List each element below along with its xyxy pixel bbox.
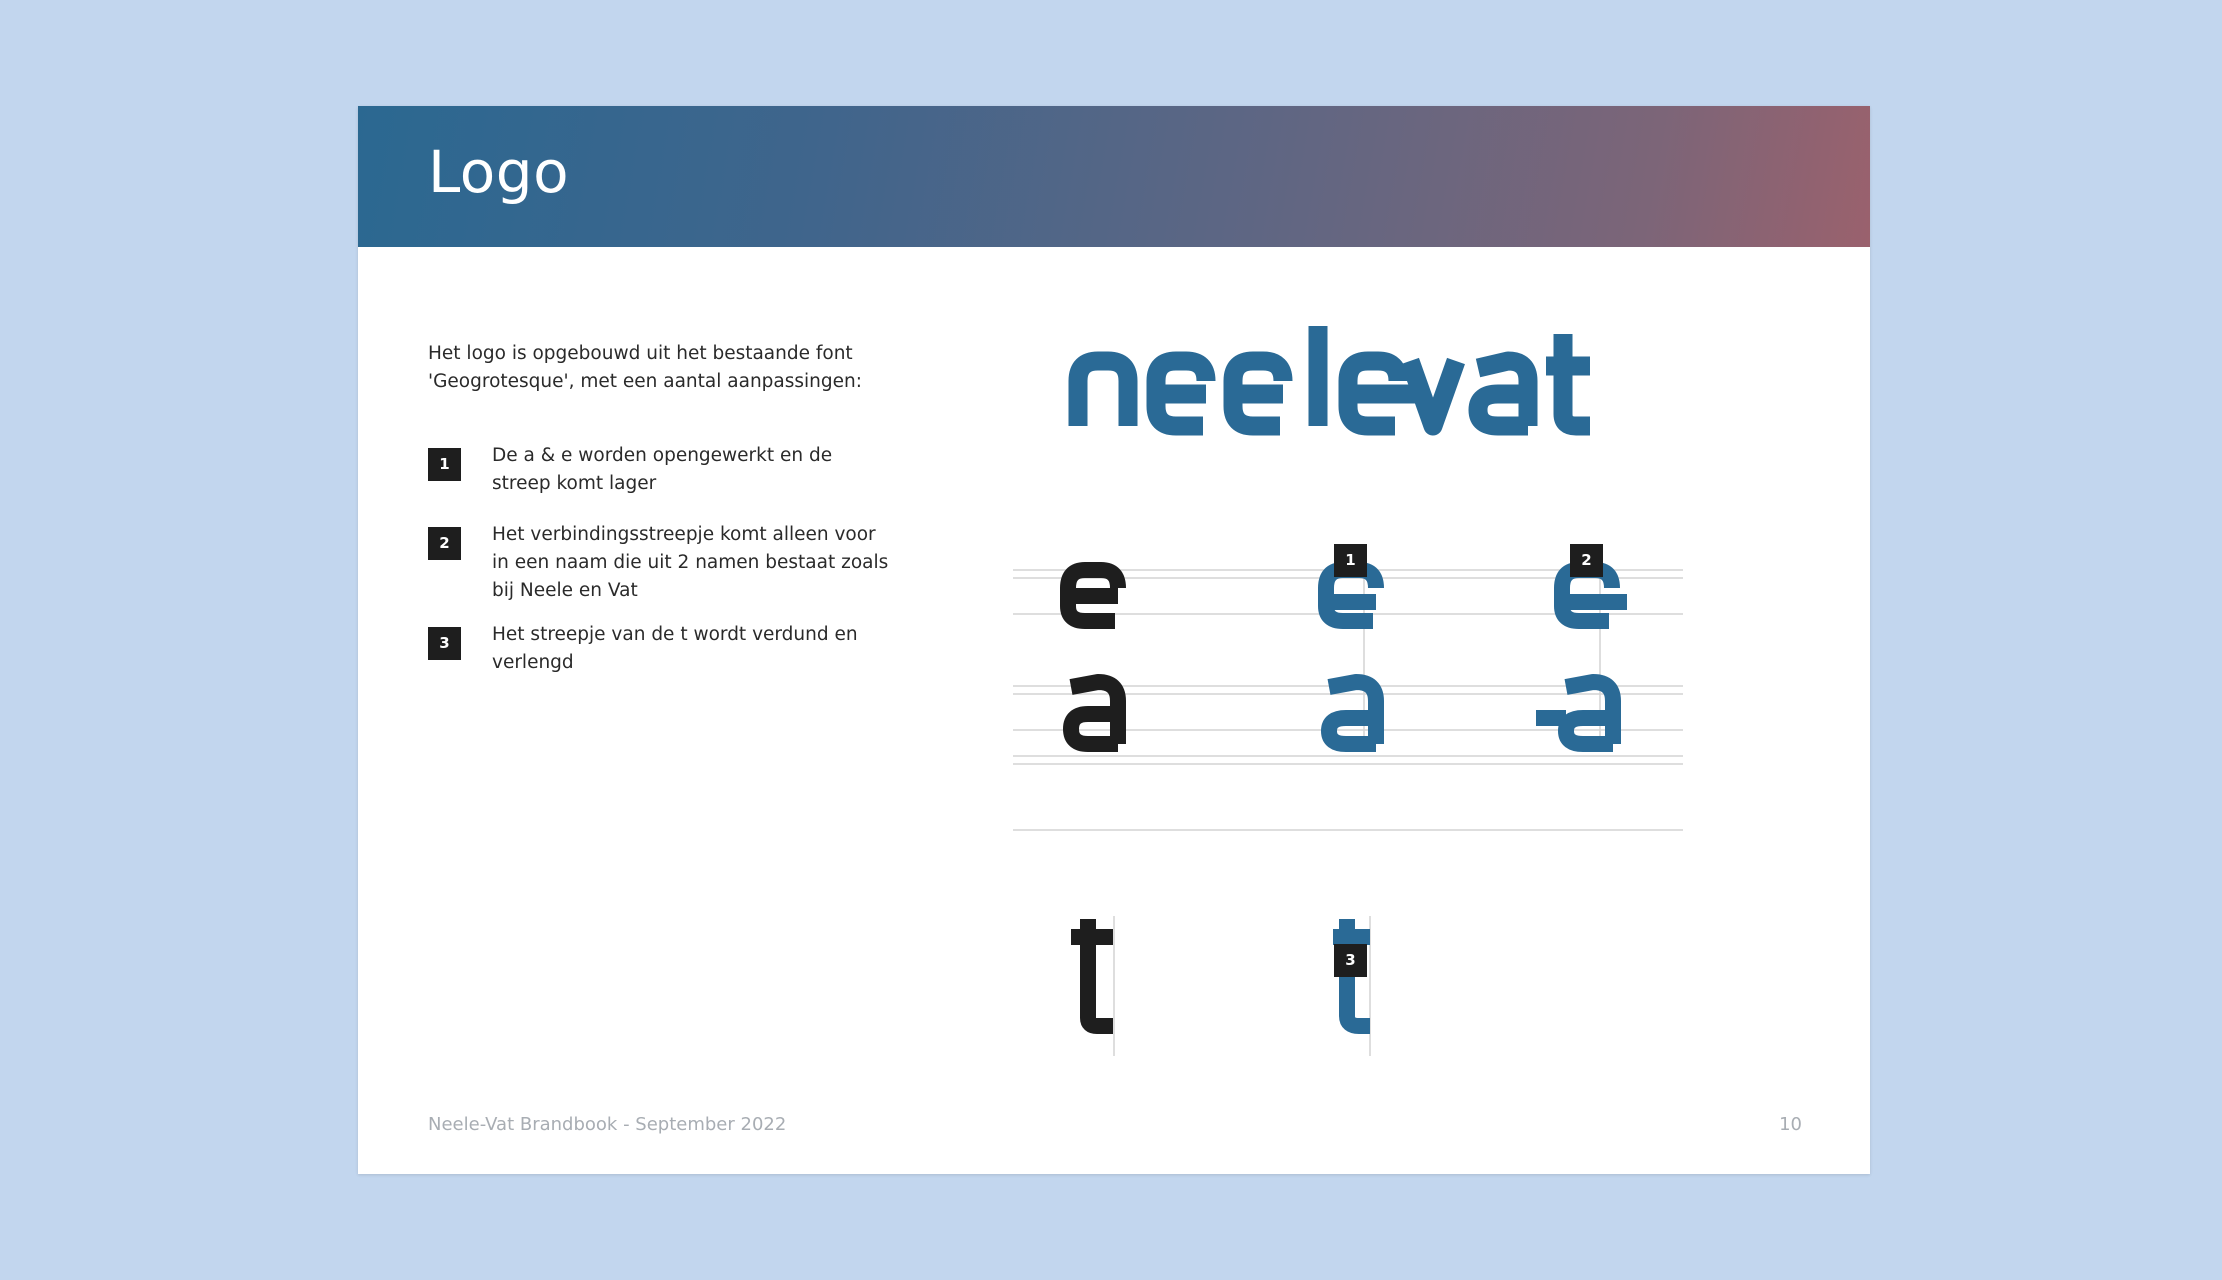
diagram-badge-3: 3	[1334, 944, 1367, 977]
list-item-text: Het streepje van de t wordt verdund en verlengd	[492, 624, 858, 673]
intro-text: Het logo is opgebouwd uit het bestaande font 'Geogrotesque', met een aantal aanpassingen:	[428, 343, 862, 392]
number-badge: 1	[428, 448, 461, 481]
list-item-text: De a & e worden opengewerkt en de streep komt lager	[492, 445, 833, 494]
letter-construction-diagram	[1013, 526, 1693, 1086]
dash-glyphs	[1536, 570, 1627, 744]
list-item-text: Het verbindingsstreepje komt alleen voor in een naam die uit 2 namen bestaat zoals bij Neele en Vat	[492, 524, 889, 601]
neele-vat-logo	[1058, 286, 1658, 456]
brandbook-page	[358, 106, 1870, 1174]
number-badge: 3	[428, 627, 461, 660]
page-number: 10	[1779, 1114, 1802, 1135]
page-title: Logo	[428, 138, 570, 206]
original-glyphs	[1068, 570, 1118, 1026]
header-banner	[358, 106, 1870, 247]
diagram-badge-2: 2	[1570, 544, 1603, 577]
footer-text: Neele-Vat Brandbook - September 2022	[428, 1114, 787, 1135]
number-badge: 2	[428, 527, 461, 560]
diagram-badge-1: 1	[1334, 544, 1367, 577]
